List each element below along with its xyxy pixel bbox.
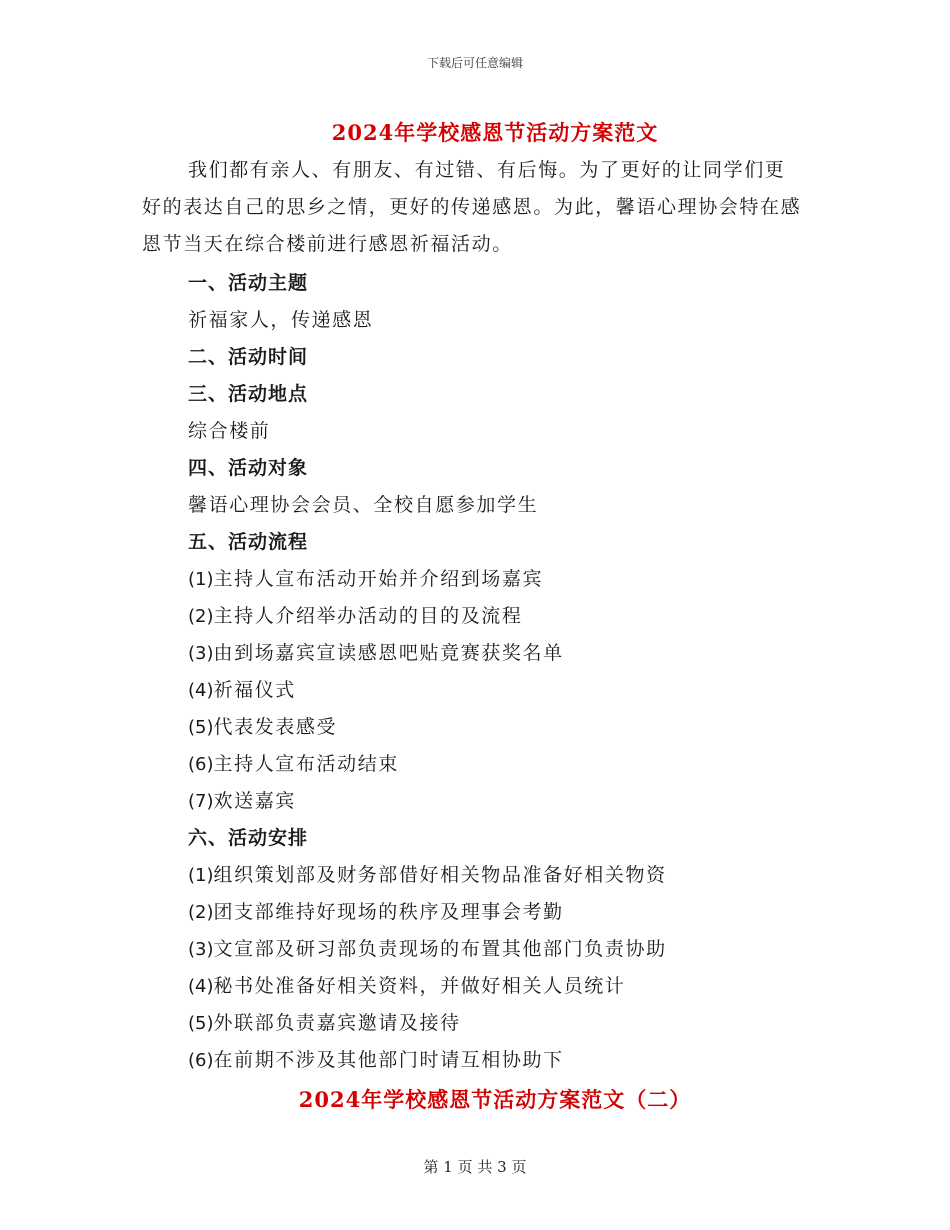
list-item-number: (6) (188, 1050, 214, 1071)
document-title: 2024年学校感恩节活动方案范文 (331, 120, 659, 145)
page-header: 下载后可任意编辑 (426, 56, 523, 70)
list-item-text: 外联部负责嘉宾邀请及接待 (213, 1012, 461, 1034)
list-item (188, 601, 523, 628)
page-footer: 第 1 页 共 3 页 (423, 1158, 527, 1176)
list-item-number: (5) (188, 717, 214, 738)
list-item-number: (7) (188, 791, 214, 812)
section-heading-theme: 一、活动主题 (188, 272, 309, 294)
list-item (188, 564, 543, 591)
list-item (188, 934, 667, 961)
section-heading-process: 五、活动流程 (188, 531, 309, 553)
list-item-text: 由到场嘉宾宣读感恩吧贴竟赛获奖名单 (213, 642, 564, 664)
list-item-number: (2) (188, 606, 214, 627)
list-item-text: 主持人宣布活动结束 (213, 753, 399, 775)
list-item (188, 1045, 564, 1072)
list-item (188, 712, 337, 739)
list-item (188, 675, 296, 702)
list-item-text: 主持人介绍举办活动的目的及流程 (213, 605, 523, 627)
list-item (188, 860, 667, 887)
section-heading-arrangement: 六、活动安排 (188, 827, 309, 849)
list-item-number: (1) (188, 569, 214, 590)
list-item (188, 786, 296, 813)
list-item-number: (6) (188, 754, 214, 775)
list-item-text: 欢送嘉宾 (213, 790, 296, 812)
section-heading-place: 三、活动地点 (188, 383, 309, 405)
list-item (188, 1008, 461, 1035)
intro-paragraph: 我们都有亲人、有朋友、有过错、有后悔。为了更好的让同学们更好的表达自己的思乡之情，更好的传递感恩。为此，馨语心理协会特在感恩节当天在综合楼前进行感恩祈福活动。 (142, 159, 802, 255)
list-item-number: (5) (188, 1013, 214, 1034)
list-item-number: (1) (188, 865, 214, 886)
list-item (188, 971, 626, 998)
list-item (188, 897, 564, 924)
list-item-text: 代表发表感受 (213, 716, 338, 738)
list-item-number: (4) (188, 680, 214, 701)
list-item-text: 祈福仪式 (213, 679, 296, 701)
list-item-number: (2) (188, 902, 214, 923)
list-item-text: 主持人宣布活动开始并介绍到场嘉宾 (213, 568, 544, 590)
list-item-text: 团支部维持好现场的秩序及理事会考勤 (213, 901, 564, 923)
list-item-text: 秘书处准备好相关资料，并做好相关人员统计 (213, 975, 626, 997)
section-content-target: 馨语心理协会会员、全校自愿参加学生 (188, 494, 539, 516)
list-item-text: 组织策划部及财务部借好相关物品准备好相关物资 (213, 864, 667, 886)
list-item-text: 在前期不涉及其他部门时请互相协助下 (213, 1049, 564, 1071)
section-content-theme: 祈福家人，传递感恩 (188, 309, 374, 331)
list-item (188, 638, 564, 665)
list-item (188, 749, 399, 776)
list-item-text: 文宣部及研习部负责现场的布置其他部门负责协助 (213, 938, 667, 960)
section-heading-time: 二、活动时间 (188, 346, 309, 368)
document-title-2: 2024年学校感恩节活动方案范文（二） (298, 1087, 692, 1112)
section-content-place: 综合楼前 (188, 420, 271, 442)
list-item-number: (3) (188, 643, 214, 664)
list-item-number: (4) (188, 976, 214, 997)
list-item-number: (3) (188, 939, 214, 960)
section-heading-target: 四、活动对象 (188, 457, 309, 479)
